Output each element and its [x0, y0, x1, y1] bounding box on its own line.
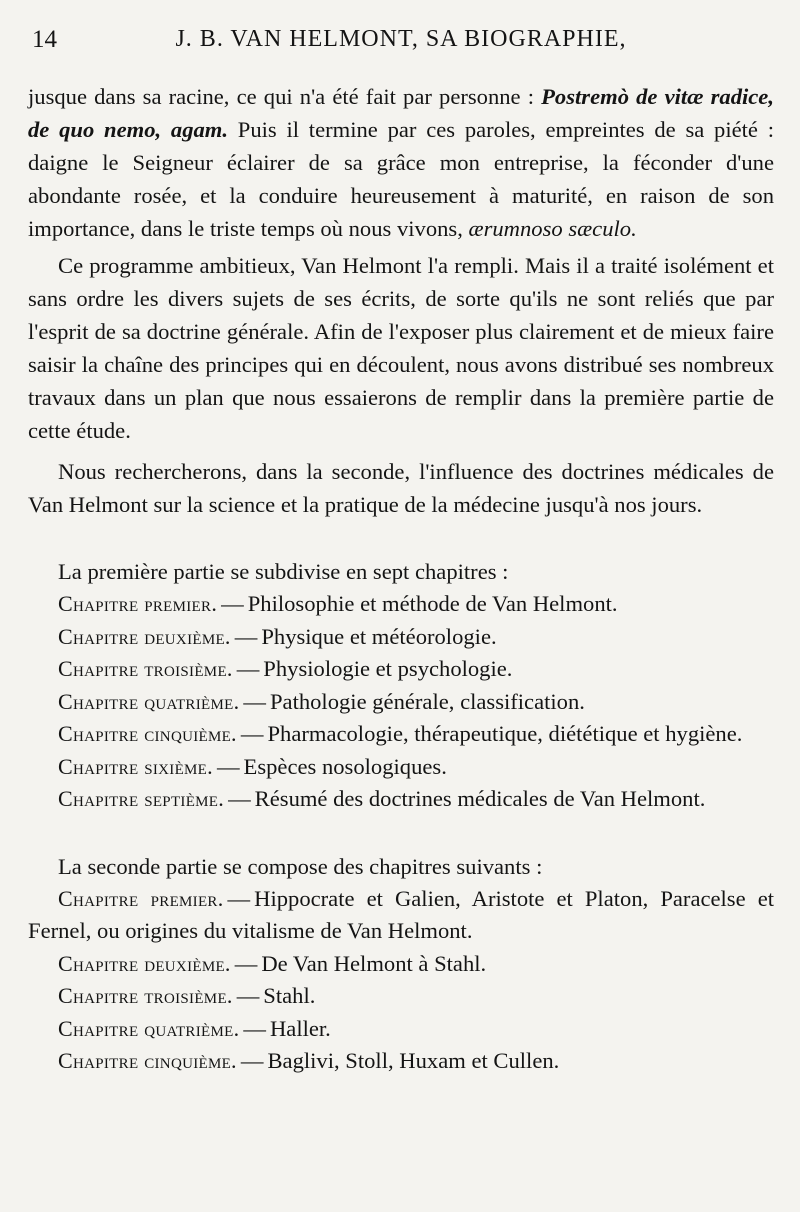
- paragraph-2: Ce programme ambitieux, Van Helmont l'a rempli. Mais il a traité isolément et sans ordre les divers sujets de ses écrits, de sorte qu'ils ne sont reliés que par l'esprit de sa doctrine générale. Afin de l'exposer plus clairement et de mieux faire saisir la chaîne des principes qui en découlent, nous avons distribué ses nombreux travaux dans un plan que nous essaierons de remplir dans la première partie de cette étude.: [28, 253, 774, 443]
- dash: —: [234, 623, 258, 649]
- chapter-label: Chapitre septième.: [58, 786, 225, 811]
- chapter-entry: [28, 948, 774, 981]
- chapter-title: Pathologie générale, classification.: [269, 688, 585, 714]
- chapter-title: Résumé des doctrines médicales de Van Helmont.: [254, 786, 706, 811]
- chapter-entry: [28, 621, 774, 654]
- chapter-title: Espèces nosologiques.: [243, 753, 447, 779]
- chapter-label: Chapitre deuxième.: [58, 950, 231, 976]
- chapter-title: De Van Helmont à Stahl.: [261, 950, 487, 976]
- dash: —: [240, 1048, 264, 1073]
- chapter-entry: [28, 783, 774, 816]
- chapter-title: Stahl.: [263, 983, 316, 1008]
- paragraph-1-text-b: Puis il termine par ces paroles, empreintes de sa piété : daigne le Seigneur éclairer de sa grâce mon entreprise, la féconder d'une abondante rosée, et la conduire heureusement à maturité, en raison de son importance, dans le triste temps où nous vivons,: [28, 117, 774, 241]
- page-number: 14: [32, 26, 57, 53]
- chapter-title: Philosophie et méthode de Van Helmont.: [247, 591, 618, 616]
- chapter-label: Chapitre troisième.: [58, 983, 233, 1008]
- part-1-intro: La première partie se subdivise en sept chapitres :: [58, 559, 509, 584]
- chapter-entry: [28, 588, 774, 621]
- chapter-entry: [28, 686, 774, 719]
- dash: —: [234, 950, 258, 976]
- chapter-label: Chapitre quatrième.: [58, 688, 240, 714]
- chapter-title: Hippocrate et Galien, Aristote et Platon, Paracelse et Fernel, ou origines du vitalisme de Van Helmont.: [28, 885, 774, 943]
- paragraph-1: [28, 80, 774, 245]
- latin-quote-2: ærumnoso sæculo.: [468, 216, 637, 241]
- chapter-entry: [28, 653, 774, 686]
- chapter-entry: [28, 883, 774, 948]
- dash: —: [227, 885, 251, 911]
- chapter-title: Physique et météorologie.: [261, 623, 497, 649]
- part-1-chapter-list: [28, 588, 774, 816]
- chapter-entry: [28, 751, 774, 784]
- running-title: J. B. VAN HELMONT, SA BIOGRAPHIE,: [175, 26, 627, 52]
- latin-quote-1: Postremò de vitæ radice, de quo nemo, agam.: [28, 84, 774, 142]
- chapter-title: Pharmacologie, thérapeutique, diététique et hygiène.: [267, 721, 743, 746]
- chapter-label: Chapitre troisième.: [58, 656, 233, 681]
- dash: —: [216, 753, 240, 779]
- page: [28, 24, 774, 1078]
- dash: —: [240, 721, 264, 746]
- chapter-entry: [28, 1013, 774, 1046]
- chapter-label: Chapitre cinquième.: [58, 1048, 237, 1073]
- chapter-title: Baglivi, Stoll, Huxam et Cullen.: [267, 1048, 560, 1073]
- paragraph-1-text-a: jusque dans sa racine, ce qui n'a été fait par personne :: [28, 84, 542, 109]
- paragraph-3: Nous rechercherons, dans la seconde, l'influence des doctrines médicales de Van Helmont sur la science et la pratique de la médecine jusqu'à nos jours.: [28, 459, 774, 517]
- chapter-label: Chapitre cinquième.: [58, 721, 237, 746]
- chapter-label: Chapitre premier.: [58, 885, 224, 911]
- chapter-entry: [28, 1045, 774, 1078]
- dash: —: [243, 1015, 266, 1041]
- running-head: [28, 24, 774, 64]
- chapter-label: Chapitre quatrième.: [58, 1015, 240, 1041]
- part-2-intro: La seconde partie se compose des chapitres suivants :: [58, 853, 543, 879]
- chapter-entry: [28, 718, 774, 751]
- chapter-label: Chapitre sixième.: [58, 753, 213, 779]
- dash: —: [236, 656, 260, 681]
- dash: —: [236, 983, 260, 1008]
- chapter-title: Physiologie et psychologie.: [263, 656, 513, 681]
- dash: —: [243, 688, 266, 714]
- dash: —: [221, 591, 244, 616]
- chapter-entry: [28, 980, 774, 1013]
- chapter-title: Haller.: [269, 1015, 331, 1041]
- part-2-chapter-list: [28, 883, 774, 1078]
- chapter-label: Chapitre deuxième.: [58, 623, 231, 649]
- chapter-label: Chapitre premier.: [58, 591, 218, 616]
- dash: —: [228, 786, 251, 811]
